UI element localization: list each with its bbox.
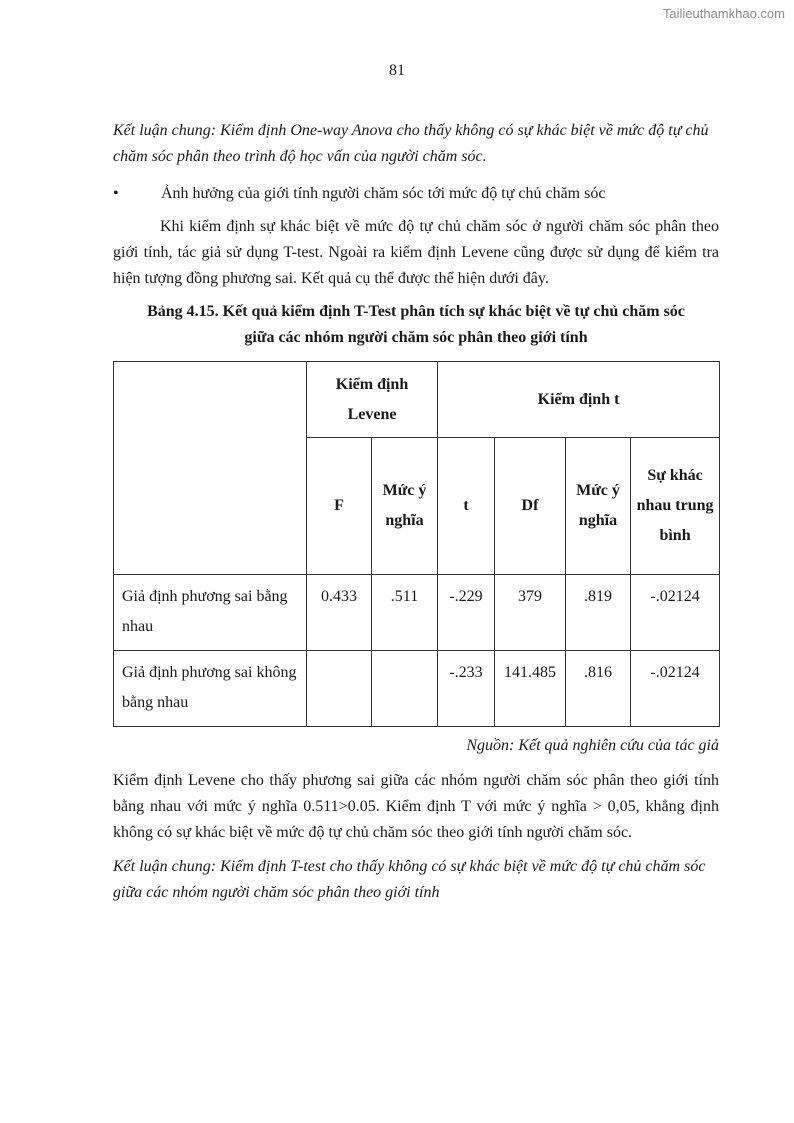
- cell-df: 141.485: [495, 651, 566, 727]
- page-number: 81: [389, 62, 405, 79]
- watermark: Tailieuthamkhao.com: [662, 6, 785, 21]
- conclusion-paragraph-2: Kết luận chung: Kiểm định T-test cho thấy không có sự khác biệt về mức độ tự chủ chăm sóc giữa các nhóm người chăm sóc phân theo giới tính: [113, 858, 706, 901]
- header-ttest: Kiểm định t: [438, 362, 720, 438]
- cell-levene-sig: .511: [372, 575, 438, 651]
- col-header-f: F: [307, 438, 372, 575]
- bullet-icon: •: [113, 185, 119, 202]
- col-header-df: Df: [495, 438, 566, 575]
- cell-mean-diff: -.02124: [631, 651, 720, 727]
- cell-f: [307, 651, 372, 727]
- cell-ttest-sig: .819: [566, 575, 631, 651]
- col-header-levene-sig: Mức ý nghĩa: [372, 438, 438, 575]
- analysis-paragraph: Kiểm định Levene cho thấy phương sai giữa các nhóm người chăm sóc phân theo giới tính bằng nhau với mức ý nghĩa 0.511>0.05. Kiểm định T với mức ý nghĩa > 0,05, khẳng định không có sự khác biệt về mức độ tự chủ chăm sóc theo giới tính người chăm sóc.: [113, 772, 719, 841]
- cell-levene-sig: [372, 651, 438, 727]
- intro-paragraph: Khi kiểm định sự khác biệt về mức độ tự chủ chăm sóc ở người chăm sóc phân theo giới tính, tác giả sử dụng T-test. Ngoài ra kiểm định Levene cũng được sử dụng để kiểm tra hiện tượng đồng phương sai. Kết quả cụ thể được thể hiện dưới đây.: [113, 218, 719, 287]
- table-row: [114, 651, 720, 727]
- table-corner-cell: [114, 362, 307, 575]
- col-header-mean-diff: Sự khác nhau trung bình: [631, 438, 720, 575]
- cell-t: -.229: [438, 575, 495, 651]
- conclusion-paragraph-1: Kết luận chung: Kiểm định One-way Anova cho thấy không có sự khác biệt về mức độ tự chủ chăm sóc phân theo trình độ học vấn của người chăm sóc.: [113, 122, 709, 165]
- table-caption: [113, 299, 719, 351]
- col-header-ttest-sig: Mức ý nghĩa: [566, 438, 631, 575]
- table-row: [114, 575, 720, 651]
- row-label-equal-variance: Giả định phương sai bằng nhau: [114, 575, 307, 651]
- cell-mean-diff: -.02124: [631, 575, 720, 651]
- cell-ttest-sig: .816: [566, 651, 631, 727]
- cell-t: -.233: [438, 651, 495, 727]
- table-caption-line-1: Bảng 4.15. Kết quả kiểm định T-Test phân tích sự khác biệt về tự chủ chăm sóc: [147, 303, 685, 320]
- source-note: Nguồn: Kết quả nghiên cứu của tác giả: [466, 737, 719, 754]
- table-caption-line-2: giữa các nhóm người chăm sóc phân theo giới tính: [244, 329, 588, 346]
- col-header-t: t: [438, 438, 495, 575]
- cell-df: 379: [495, 575, 566, 651]
- header-levene: Kiểm định Levene: [307, 362, 438, 438]
- table-group-header-row: [114, 362, 720, 438]
- bullet-text: Ảnh hưởng của giới tính người chăm sóc tới mức độ tự chủ chăm sóc: [161, 185, 606, 202]
- cell-f: 0.433: [307, 575, 372, 651]
- ttest-results-table: [113, 361, 720, 727]
- row-label-unequal-variance: Giả định phương sai không bằng nhau: [114, 651, 307, 727]
